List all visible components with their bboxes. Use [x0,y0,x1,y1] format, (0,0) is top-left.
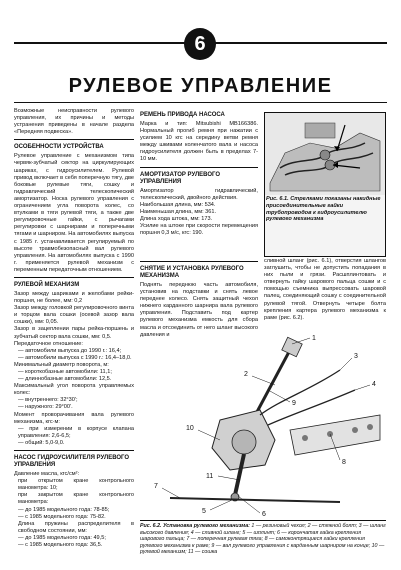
intro-text: Возможные неисправности рулевого управления, их причины и методы устранения приведены в начале раздела «Передняя подвеска». [14,108,134,136]
features-text: Рулевое управление с механизмом типа червяк-зубчатый сектор на циркулирующих шариках, с гидроусилителем. Рулевой привод включает в себя поперечную тягу, две боковые рулевые тяги, сошку и гидравлический телескопический амортизатор. Носка рулевого управления с ограничением угла поворота колес, со втулками в тяги рулевой тяги, а также две регулировочные гайки, с рычагами регулировки с шарнирами и поперечными тягами и шарниром. На автомобилях выпуска с 1985 г. устанавливается регулируемый по высоте травмобезопасный вал рулевого управления. На автомобилях выпуска с 1990 г. применяется рулевой механизм с переменным передаточным отношением. [14,153,134,273]
callout-8: 8 [342,459,346,466]
page-title: РУЛЕВОЕ УПРАВЛЕНИЕ [68,75,333,97]
list-item: — автомобили выпуска с 1990 г.: 16,4–18,0. [18,354,132,361]
column-1 [14,108,134,549]
list-item: — наружного: 29°00'. [18,404,73,411]
callout-11: 11 [206,473,214,480]
figure-6-2-caption-text: 1 — резиновый чехол; 2 — стяжной болт; 3 — шланг высокого давления; 4 — сливной шланг; 5 — шплинт; 6 — корончатая гайка крепления шарового пальца; 7 — поперечная рулевая тяга; 8 — самоконтрящиеся гайки крепления рулевого механизма к раме; 9 — вал рулевого управления с карданным шарниром на конце; 10 — рулевой механизм; 11 — сошка [140,523,386,556]
callout-5: 5 [202,508,206,515]
engine-bay-illustration [265,113,385,195]
column-2 [140,108,258,237]
removal-continued-text: сливной шланг (рис. 6.1), отверстия шлангов заглушить, чтобы не допустить попадания в них пыли и грязи. Расшплинтовать и отвернуть гайку шарового пальца сошки и с помощью съемника выпрессовать шаровой палец, соединяющий сошку с соединительной рулевой тягой. Отвернуть четыре болта крепления картера рулевого механизма к раме (рис. 6.2). [264,258,386,321]
section-title-removal: СНЯТИЕ И УСТАНОВКА РУЛЕВОГО МЕХАНИЗМА [140,266,244,279]
mechanism-text: Зазор между головкой регулировочного винта и торцом вала сошки (осевой зазор вала сошки), мм: 0,05. [14,305,134,326]
callout-10: 10 [186,425,194,432]
list-item: — до 1985 модельного года: 49,5; [18,534,106,541]
list-item: — общий: 5,0-9,0. [18,439,65,446]
list-item: — автомобили выпуска до 1990 г.: 16,4; [18,347,122,354]
damper-line: Наибольшая длина, мм: 534. [140,201,216,208]
section-title-belt: РЕМЕНЬ ПРИВОДА НАСОСА [140,112,225,118]
section-divider [14,277,134,278]
mechanism-text: Минимальный диаметр поворота, м: [14,361,109,368]
figure-6-2-caption [140,520,386,556]
list-item: Длина пружины распределителя в свободном состоянии, мм: [18,520,134,534]
damper-line: Длина хода штока, мм: 173. [140,215,213,222]
pump-text: Давление масла, кгс/см²: [14,471,80,478]
mechanism-text: Зазор в зацеплении пары рейка-поршень и зубчатый сектор вала сошки, мм: 0,5. [14,326,134,340]
belt-text: Марка и тип: Mitsubishi MB166386. Нормальный прогиб ремня при нажатии с усилием 10 кгс на середину ветви ремня между шкивами коленчатого вала и насоса гидроусилителя должен быть в пределах 7-10 мм. [140,121,258,163]
mechanism-text: Максимальный угол поворота управляемых колес: [14,383,134,397]
figure-6-2-caption-title: Рис. 6.2. Установка рулевого механизма: [140,523,250,529]
chapter-badge [184,28,216,60]
mechanism-text: Момент проворачивания вала рулевого механизма, кгс·м: [14,411,134,425]
list-item: — длиннобазные автомобили: 12,5. [18,376,112,383]
figure-6-1-caption: Рис. 6.1. Стрелками показаны накидные присоединительные гайки трубопроводов к гидроусилителю рулевого механизма [266,196,381,223]
callout-7: 7 [154,483,158,490]
damper-line: Усилие на штоке при скорости перемещения поршня 0,3 м/с, кгс: 190. [140,223,258,237]
section-title-mechanism: РУЛЕВОЙ МЕХАНИЗМ [14,281,80,288]
section-divider [14,139,134,140]
list-item: — с 1985 модельного года: 36,5. [18,541,103,548]
callout-4: 4 [372,381,376,388]
column-2-lower [140,258,258,339]
figure-6-2 [140,330,386,520]
list-item: — короткобазные автомобили: 11,1; [18,369,112,375]
list-item: — внутреннего: 32°30'; [18,397,78,404]
section-divider [140,261,258,262]
title-rule [14,102,387,103]
column-3-lower [264,258,386,322]
steering-gear-illustration [140,330,386,520]
removal-text: Поднять переднюю часть автомобиля, установив на подставки и снять левое переднее колесо. Снять защитный чехол нижнего карданного шарнира вала рулевого управления. Подставить под картер рулевого механизма емкость для сбора масла и отсоединить от него шланг высокого давления и [140,282,258,338]
list-item: при открытом кране контрольного манометра: 10; [18,478,134,492]
callout-9: 9 [292,400,296,407]
list-item: — с 1985 модельного года: 75-82. [18,513,106,520]
section-title-damper: АМОРТИЗАТОР РУЛЕВОГО УПРАВЛЕНИЯ [140,171,221,185]
callout-6: 6 [262,511,266,518]
mechanism-text: Зазор между шариками и желобами рейки-поршня, не более, мм: 0,2 [14,290,134,305]
chapter-number: 6 [194,32,206,55]
section-title-features: ОСОБЕННОСТИ УСТРОЙСТВА [14,144,104,151]
callout-2: 2 [244,371,248,378]
damper-line: Наименьшая длина, мм: 361. [140,208,217,215]
damper-line: Амортизатор гидравлический, телескопический, двойного действия. [140,187,258,201]
mechanism-text: Передаточное отношение: [14,340,83,347]
list-item: — до 1985 модельного года: 78-85; [18,506,110,513]
list-item: при закрытом кране контрольного манометра: [18,492,134,506]
callout-3: 3 [354,353,358,360]
list-item: — при измерении в корпусе клапана управления: 2,6-6,5; [18,425,134,439]
section-divider [140,167,258,168]
section-title-pump: НАСОС ГИДРОУСИЛИТЕЛЯ РУЛЕВОГО УПРАВЛЕНИЯ [14,455,130,469]
figure-6-1 [264,112,386,257]
section-divider [14,450,134,451]
callout-1: 1 [312,335,316,342]
